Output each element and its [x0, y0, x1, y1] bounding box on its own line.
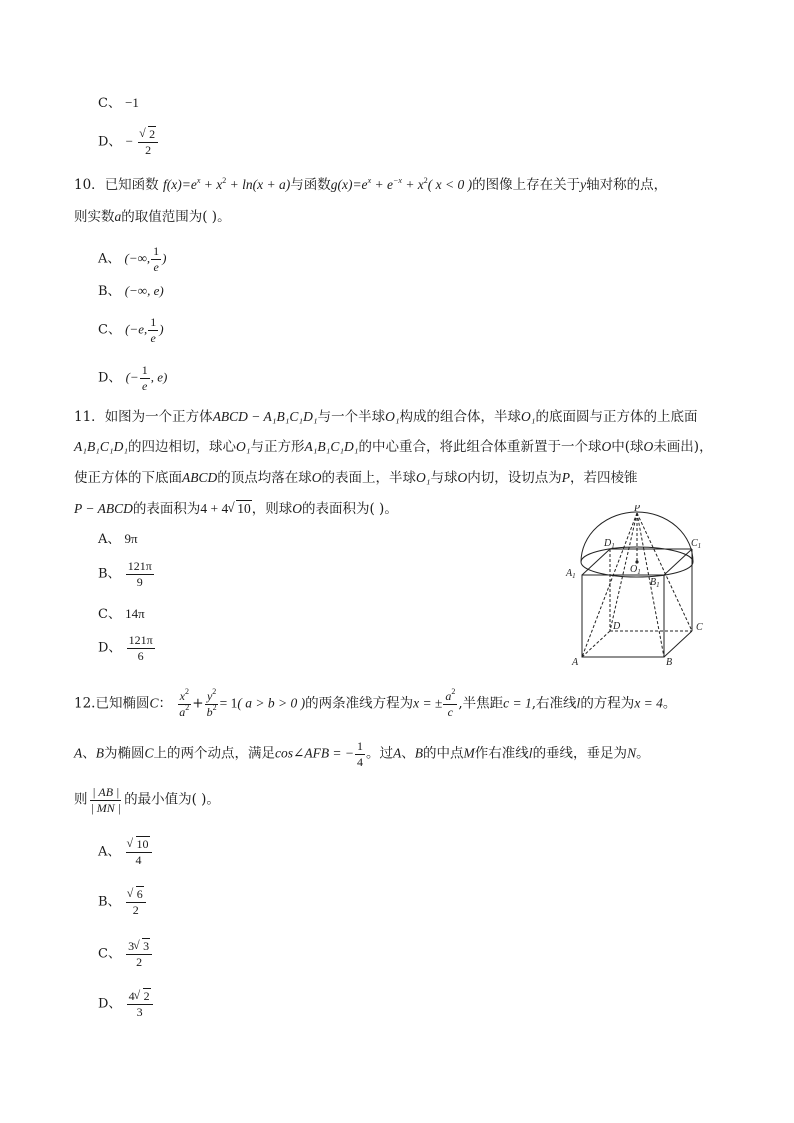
numerator: 121π — [128, 633, 153, 647]
condition: ( x < 0 ) — [427, 177, 473, 192]
stem-text: 。 — [662, 695, 677, 712]
option-text: 14π — [125, 606, 145, 621]
stem-text: 为椭圆 — [104, 745, 145, 762]
denominator: e — [150, 330, 156, 345]
option-fraction — [126, 888, 146, 916]
stem-text: 已知函数 — [104, 177, 159, 193]
stem-text: 上的两个动点，满足 — [153, 745, 276, 762]
q11-option-c — [98, 607, 145, 621]
math: O₁ — [385, 409, 400, 424]
stem-text: 使正方体的下底面 — [74, 470, 182, 486]
stem-text: 内切，设切点为 — [467, 470, 562, 486]
stem-text: 的四边相切，球心 — [128, 439, 237, 455]
f-expression-x: + x — [200, 177, 223, 192]
q10-option-d — [98, 364, 167, 392]
stem-text: ，若四棱锥 — [569, 470, 638, 486]
numerator: 1 — [141, 363, 148, 377]
option-label: D、 — [98, 996, 122, 1012]
label-c: C — [696, 622, 703, 633]
denominator: 3 — [136, 1004, 143, 1019]
stem-text: 的图像上存在关于 — [472, 177, 581, 193]
exponent: 2 — [222, 176, 227, 185]
math: A — [393, 745, 402, 761]
stem-text: 。过 — [366, 745, 394, 762]
label-b: B — [666, 657, 673, 668]
q12-stem-line2 — [74, 740, 650, 768]
q12-option-a — [98, 838, 153, 866]
option-label: D、 — [98, 370, 122, 386]
option-text: (−∞, — [124, 250, 151, 266]
stem-text: ,右准线 — [531, 695, 577, 712]
denominator: | MN | — [90, 800, 122, 815]
option-label: D、 — [98, 640, 122, 656]
label-d1: $D_1$ — [604, 538, 615, 550]
option-label: D、 — [98, 134, 122, 150]
a2-over-c: $\frac{a^2}{c}$ — [445, 687, 456, 719]
option-label: C、 — [98, 946, 121, 962]
option-label: C、 — [98, 322, 121, 338]
option-label: C、 — [98, 96, 121, 111]
label-c1: $C_1$ — [691, 538, 702, 550]
denominator: 6 — [137, 648, 144, 663]
exponent: −x — [392, 176, 402, 185]
question-number: 12. — [74, 695, 96, 712]
math: O₁ — [236, 439, 251, 454]
hidden-edge-a-d — [582, 631, 610, 657]
denominator: 2 — [136, 954, 143, 969]
numerator: 121π — [127, 559, 152, 573]
exponent: x — [367, 176, 372, 185]
option-text: (−∞, e) — [124, 283, 164, 298]
math: C — [144, 745, 154, 761]
stem-text: 未画出)， — [653, 439, 713, 455]
g-expression-e: + e — [371, 177, 393, 192]
math: A — [74, 745, 83, 761]
numerator: 1 — [150, 315, 157, 329]
f-expression-ln: + ln(x + a) — [226, 177, 291, 192]
stem-text: 的垂线，垂足为 — [532, 745, 628, 762]
option-fraction — [126, 838, 152, 866]
q11-stem-line1 — [74, 410, 697, 425]
denominator: 2 — [145, 142, 152, 157]
stem-text: 的中点 — [423, 745, 464, 762]
option-label: A、 — [98, 532, 121, 547]
label-a1: $A_1$ — [566, 568, 576, 580]
math: 4 + 4 — [200, 501, 229, 516]
g-expression-x: + x — [401, 177, 424, 192]
stem-text: 、 — [82, 745, 96, 762]
numerator: 1 — [357, 739, 364, 753]
option-label: B、 — [98, 566, 121, 582]
q11-stem-line2 — [74, 440, 713, 455]
option-text: ) — [159, 321, 164, 337]
stem-text: 作右准线 — [474, 745, 529, 762]
coefficient: 3 — [128, 939, 135, 953]
stem-text: 与正方形 — [250, 439, 305, 455]
stem-text: 的最小值为( )。 — [124, 791, 220, 808]
math: O — [311, 470, 322, 485]
stem-text: 与球 — [430, 470, 458, 486]
stem-text: 的底面圆与正方体的上底面 — [535, 409, 698, 425]
denominator: b — [206, 704, 213, 719]
q10-stem-line1 — [74, 178, 667, 193]
math: l — [528, 745, 533, 761]
stem-text: 与一个半球 — [317, 409, 386, 425]
label-d: D — [613, 621, 621, 632]
cube-hemisphere-figure — [562, 505, 722, 675]
stem-text: 轴对称的点， — [586, 177, 668, 193]
q12-stem-line3 — [74, 786, 220, 814]
stem-text: 与函数 — [290, 177, 331, 193]
edge-b1-c1 — [664, 549, 692, 575]
math: O — [643, 439, 654, 454]
q12-option-c — [98, 940, 153, 968]
math: N — [627, 745, 637, 761]
option-label: A、 — [98, 251, 121, 267]
option-fraction — [138, 128, 158, 156]
stem-text: 的表面上，半球 — [321, 470, 416, 486]
edge-a1-d1 — [582, 549, 610, 575]
y-squared-fraction: $\frac{y^2}{b^2}$ — [206, 687, 217, 719]
q9-option-d — [98, 128, 159, 156]
label-b1: $B_1$ — [650, 577, 660, 589]
option-label: C、 — [98, 607, 121, 622]
option-value: −1 — [125, 95, 139, 110]
option-text: 9π — [124, 531, 138, 546]
math: M — [463, 745, 475, 761]
coefficient: 4 — [128, 989, 135, 1003]
exponent: x — [196, 176, 201, 185]
option-text: , e) — [150, 369, 168, 385]
math: O₁ — [521, 409, 536, 424]
numerator: 1 — [153, 244, 160, 258]
math: O — [601, 439, 612, 454]
numerator: | AB | — [92, 785, 120, 799]
denominator: 9 — [136, 574, 143, 589]
stem-text: 已知椭圆 — [95, 695, 150, 712]
option-fraction — [151, 245, 161, 273]
stem-text: 如图为一个正方体 — [104, 409, 213, 425]
option-label: B、 — [98, 894, 121, 910]
question-number: 10． — [74, 177, 105, 193]
q10-option-b — [98, 284, 164, 298]
label-p: P — [634, 505, 641, 514]
stem-text: ,半焦距 — [458, 695, 504, 712]
denominator: 2 — [132, 902, 139, 917]
option-fraction — [126, 560, 154, 588]
math: B — [414, 745, 424, 761]
radicand: 10 — [237, 501, 251, 516]
math: x = 4 — [634, 695, 663, 711]
stem-text: 的中心重合，将此组合体重新置于一个球 — [358, 439, 602, 455]
math: cos∠AFB = − — [275, 745, 355, 761]
denominator: c — [447, 704, 453, 719]
variable: y — [580, 177, 587, 192]
denominator: e — [153, 259, 159, 274]
math: A₁B₁C₁D₁ — [304, 439, 359, 454]
exponent: 2 — [423, 176, 428, 185]
q11-option-a — [98, 532, 138, 546]
radicand: 3 — [143, 939, 150, 953]
stem-text: 中(球 — [611, 439, 644, 455]
question-number: 11． — [74, 409, 105, 425]
q11-option-b — [98, 560, 155, 588]
denominator: 4 — [135, 852, 142, 867]
x-squared-fraction: $\frac{x^2}{a^2}$ — [179, 687, 190, 719]
q11-stem-line3 — [74, 471, 637, 486]
math: O — [292, 501, 302, 516]
stem-text: 的表面积为( )。 — [302, 501, 398, 517]
label-a: A — [572, 657, 579, 668]
math: ABCD − A₁B₁C₁D₁ — [212, 409, 318, 424]
option-fraction — [148, 316, 158, 344]
math: O — [457, 470, 468, 485]
denominator: e — [142, 378, 148, 393]
radicand: 2 — [143, 989, 150, 1003]
option-fraction — [127, 990, 153, 1018]
option-label: A、 — [98, 844, 121, 860]
label-o1: $O_1$ — [630, 564, 641, 576]
math: P — [561, 470, 570, 485]
math: A₁B₁C₁D₁ — [74, 439, 129, 454]
stem-text: 的顶点均落在球 — [217, 470, 312, 486]
option-fraction — [127, 634, 155, 662]
option-fraction — [140, 364, 150, 392]
radicand: 2 — [149, 127, 156, 141]
option-label: B、 — [98, 284, 121, 299]
stem-text: 的取值范围为( )。 — [121, 209, 231, 225]
denominator: a — [179, 704, 186, 719]
variable: a — [114, 209, 122, 224]
condition: ( a > b > 0 ) — [237, 695, 306, 711]
stem-text: 则 — [74, 791, 88, 808]
edge-b-c — [664, 631, 692, 657]
math: P − ABCD — [74, 501, 133, 516]
option-text: (− — [125, 369, 139, 385]
stem-text: 、 — [401, 745, 415, 762]
math: l — [576, 695, 581, 711]
q10-option-a — [98, 245, 167, 273]
q9-option-c — [98, 96, 139, 110]
q12-stem-line1: 12.已知椭圆C： $\frac{x^2}{a^2}$ + $\frac{y^2}{b^2}$ = 1( a > b > 0 )的两条准线方程为x = ± $\frac{a^2}{c}$ ,半焦距c = 1,右准线l的方程为x = 4。 — [74, 687, 677, 719]
option-text: ) — [162, 250, 167, 266]
numerator: x — [179, 689, 185, 703]
stem-text: 的表面积为 — [132, 501, 201, 517]
stem-text: 构成的组合体，半球 — [399, 409, 522, 425]
math: = 1 — [219, 695, 238, 711]
math: x = ± — [413, 695, 443, 711]
ab-over-mn-fraction — [89, 786, 124, 814]
one-quarter-fraction — [355, 740, 365, 768]
numerator: y — [206, 689, 213, 703]
math: c = 1 — [503, 695, 532, 711]
q12-option-b — [98, 888, 147, 916]
stem-text: ，则球 — [251, 501, 293, 517]
denominator: 4 — [357, 754, 364, 769]
stem-text: 的两条准线方程为 — [305, 695, 414, 712]
g-expression: g(x)=e — [330, 177, 368, 192]
radicand: 6 — [136, 887, 143, 901]
math: O₁ — [416, 470, 431, 485]
stem-text: 则实数 — [74, 209, 115, 225]
stem-text: 的方程为 — [580, 695, 635, 712]
numerator: a — [445, 689, 452, 703]
math: B — [95, 745, 104, 761]
q11-option-d — [98, 634, 156, 662]
stem-text: 。 — [636, 745, 650, 762]
math: ABCD — [182, 470, 218, 485]
stem-text: ： — [158, 695, 172, 712]
q10-stem-line2 — [74, 210, 231, 225]
q12-option-d — [98, 990, 154, 1018]
option-fraction — [126, 940, 152, 968]
f-expression: f(x)=e — [162, 177, 197, 192]
math: C — [149, 695, 159, 711]
radicand: 10 — [136, 837, 149, 851]
q10-option-c — [98, 316, 164, 344]
q11-stem-line4 — [74, 502, 398, 517]
option-sign: − — [125, 133, 133, 149]
option-text: (−e, — [125, 321, 148, 337]
